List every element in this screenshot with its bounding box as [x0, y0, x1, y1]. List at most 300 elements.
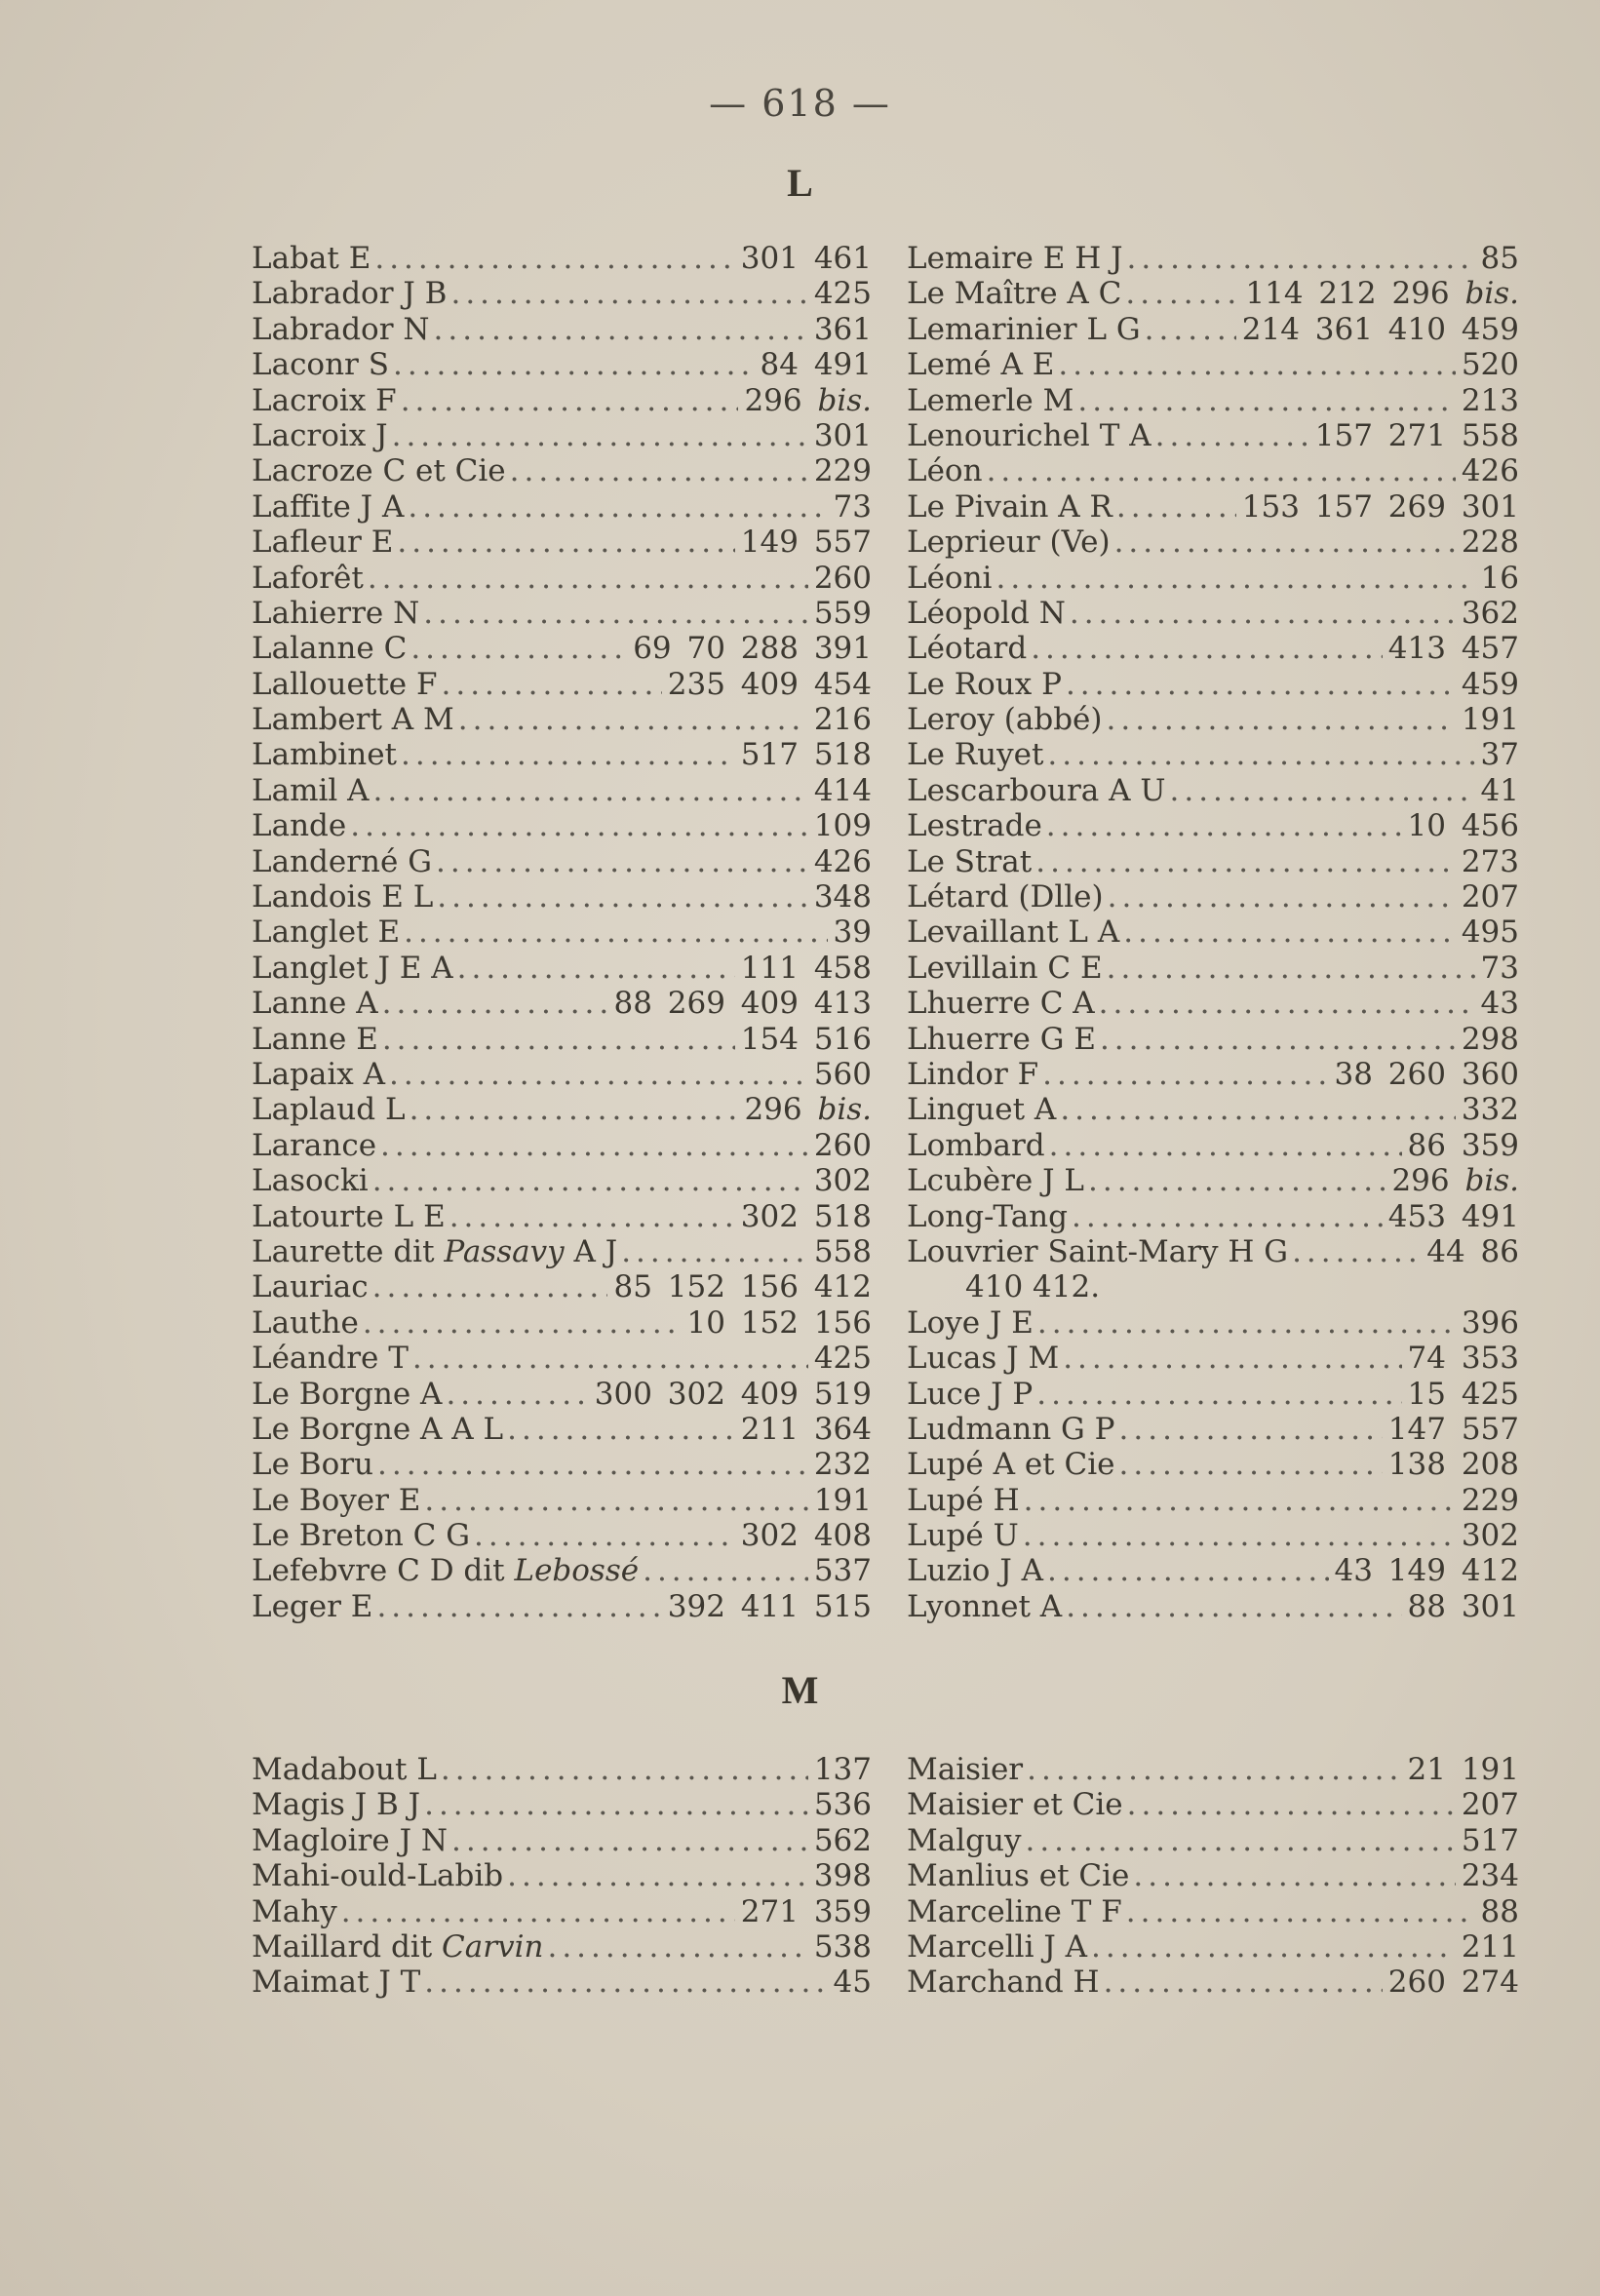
dot-leader	[1108, 879, 1456, 915]
entry-name	[907, 1234, 1288, 1269]
entry-name-text: Manlius et Cie	[907, 1858, 1130, 1894]
entry-page-numbers: 517	[1461, 1822, 1519, 1858]
dot-leader	[1058, 347, 1455, 382]
index-entry	[907, 1787, 1519, 1822]
entry-name-text: Madabout L	[252, 1752, 437, 1787]
dot-leader	[1042, 1057, 1328, 1092]
dot-leader	[363, 1305, 682, 1341]
dot-leader	[1060, 1092, 1456, 1127]
entry-name-text: Le Roux P	[907, 666, 1062, 702]
entry-name-text: Laconr S	[252, 347, 389, 383]
entry-name	[907, 525, 1111, 560]
entry-name	[252, 631, 407, 666]
entry-pages	[1462, 667, 1519, 702]
index-entry	[252, 1965, 872, 2000]
entry-pages	[1462, 1022, 1519, 1057]
entry-page-numbers: 260	[813, 1127, 872, 1163]
entry-name	[252, 1858, 503, 1893]
entry-name-text: Lombard	[907, 1127, 1045, 1163]
entry-name	[907, 844, 1032, 879]
index-entry	[252, 986, 872, 1021]
index-entry	[252, 702, 872, 737]
entry-page-numbers: 109	[813, 808, 872, 844]
entry-pages	[1462, 915, 1519, 950]
entry-pages	[1481, 241, 1519, 276]
index-entry	[252, 1929, 872, 1965]
entry-name	[907, 276, 1121, 311]
entry-pages	[814, 1163, 872, 1198]
index-entry	[907, 1447, 1519, 1482]
index-entry	[907, 525, 1519, 560]
entry-name-after: A J	[573, 1233, 618, 1269]
index-entry	[252, 667, 872, 702]
entry-page-numbers: 562	[813, 1822, 872, 1858]
entry-name-text: Long-Tang	[907, 1198, 1068, 1234]
dot-leader	[643, 1553, 808, 1588]
entry-pages	[1462, 1305, 1519, 1341]
index-entry	[252, 347, 872, 382]
dot-leader	[1072, 1199, 1383, 1234]
dot-leader	[434, 312, 808, 347]
entry-name	[252, 383, 397, 418]
entry-page-numbers: 425	[813, 1341, 872, 1377]
entry-name-text: Labrador J B	[252, 276, 448, 312]
entry-name-text: Marchand H	[907, 1965, 1100, 2001]
dot-leader	[374, 241, 734, 276]
index-entry	[907, 737, 1519, 772]
entry-pages	[814, 1929, 872, 1965]
entry-page-numbers: 260 274	[1387, 1965, 1519, 2001]
index-entry	[252, 915, 872, 950]
entry-page-numbers: 43 149 412	[1334, 1553, 1519, 1589]
entry-pages	[814, 808, 872, 843]
dot-leader	[1024, 1483, 1456, 1518]
entry-pages	[1462, 1518, 1519, 1553]
index-entry	[907, 879, 1519, 915]
entry-name-text: Levillain C E	[907, 950, 1103, 986]
entry-pages	[1335, 1057, 1520, 1092]
index-entry	[252, 1483, 872, 1518]
entry-page-numbers: 211 364	[740, 1411, 872, 1447]
entry-pages	[1462, 844, 1519, 879]
entry-page-numbers: 301 461	[740, 241, 872, 276]
entry-name	[252, 667, 438, 702]
index-entry	[252, 1022, 872, 1057]
entry-pages	[1388, 1199, 1519, 1234]
entry-pages	[1245, 276, 1519, 311]
entry-name	[907, 986, 1095, 1021]
entry-pages	[633, 631, 872, 666]
entry-page-numbers: 84 491	[760, 347, 872, 383]
dot-leader	[437, 879, 808, 915]
entry-pages	[613, 986, 872, 1021]
dot-leader	[401, 737, 735, 772]
index-entry	[252, 525, 872, 560]
entry-name	[252, 1128, 376, 1163]
index-entry	[907, 347, 1519, 382]
dot-leader	[377, 1447, 808, 1482]
entry-name-text: Léoni	[907, 560, 993, 596]
entry-name-text: Laforêt	[252, 560, 364, 596]
dot-leader	[446, 1377, 588, 1412]
section-m-left-column	[252, 1752, 872, 2001]
entry-name	[252, 879, 433, 915]
index-entry	[252, 1092, 872, 1127]
entry-name-text: Léotard	[907, 631, 1028, 667]
entry-pages	[814, 1787, 872, 1822]
dot-leader	[1125, 276, 1239, 311]
entry-name	[907, 241, 1123, 276]
dot-leader	[1077, 383, 1455, 418]
entry-page-numbers: 332	[1461, 1092, 1519, 1128]
entry-pages	[1408, 1128, 1519, 1163]
entry-bis: bis.	[817, 1092, 872, 1128]
entry-name-text: Lanne A	[252, 986, 378, 1022]
dot-leader	[424, 1483, 807, 1518]
entry-pages	[1481, 737, 1519, 772]
entry-name-text: Lambinet	[252, 737, 397, 773]
entry-pages	[814, 596, 872, 631]
entry-name	[907, 808, 1042, 843]
index-entry	[907, 276, 1519, 311]
entry-page-numbers: 348	[813, 879, 872, 915]
dot-leader	[408, 489, 827, 525]
entry-pages	[1462, 525, 1519, 560]
entry-name	[907, 1894, 1122, 1929]
entry-name	[252, 1483, 420, 1518]
entry-name	[252, 1518, 470, 1553]
entry-pages	[814, 879, 872, 915]
entry-pages	[1408, 1377, 1519, 1412]
entry-name	[907, 667, 1062, 702]
index-entry	[252, 561, 872, 596]
dot-leader	[1145, 312, 1236, 347]
entry-pages	[814, 1858, 872, 1893]
entry-name-text: Lacroix F	[252, 382, 397, 418]
entry-name	[907, 951, 1103, 986]
dot-leader	[1114, 525, 1456, 560]
entry-page-numbers: 413 457	[1387, 631, 1519, 667]
entry-page-numbers: 301	[813, 417, 872, 453]
dot-leader	[372, 1269, 608, 1304]
entry-name-text: Lupé U	[907, 1518, 1019, 1554]
entry-page-numbers: 302	[813, 1163, 872, 1199]
entry-name-text: Landois E L	[252, 879, 434, 915]
dot-leader	[1099, 986, 1475, 1021]
entry-page-numbers: 214 361 410 459	[1241, 311, 1519, 347]
dot-leader	[987, 453, 1456, 488]
dot-leader	[474, 1518, 735, 1553]
entry-pages	[814, 276, 872, 311]
entry-pages	[1481, 951, 1519, 986]
entry-name	[907, 1163, 1084, 1198]
entry-name	[252, 1234, 617, 1269]
dot-leader	[392, 418, 808, 453]
dot-leader	[1066, 1589, 1401, 1624]
dot-leader	[1063, 1341, 1401, 1376]
dot-leader	[382, 1022, 735, 1057]
dot-leader	[1100, 1022, 1456, 1057]
entry-pages	[1462, 1929, 1519, 1965]
entry-page-numbers: 37	[1480, 737, 1519, 773]
index-entry	[907, 1518, 1519, 1553]
entry-pages	[814, 1823, 872, 1858]
entry-pages	[814, 844, 872, 879]
entry-name	[907, 383, 1073, 418]
entry-pages	[814, 1553, 872, 1588]
entry-name	[907, 1305, 1034, 1341]
entry-page-numbers: 216	[813, 702, 872, 738]
entry-name	[252, 915, 400, 950]
entry-page-numbers: 302	[1461, 1518, 1519, 1554]
entry-page-numbers: 298	[1461, 1021, 1519, 1057]
index-entry	[907, 1894, 1519, 1929]
index-entry	[907, 1377, 1519, 1412]
dot-leader	[376, 1589, 661, 1624]
entry-page-numbers: 153 157 269 301	[1241, 488, 1519, 525]
entry-name-text: Lemé A E	[907, 347, 1055, 383]
index-entry	[907, 1858, 1519, 1893]
entry-pages	[761, 347, 872, 382]
dot-leader	[410, 1092, 739, 1127]
dot-leader	[1035, 844, 1456, 879]
entry-name-text: Loye J E	[907, 1304, 1034, 1341]
entry-name-text: Le Boru	[252, 1447, 374, 1483]
dot-leader	[401, 383, 739, 418]
entry-name	[907, 1965, 1100, 2000]
dot-leader	[423, 596, 808, 631]
index-entry	[252, 1589, 872, 1624]
index-entry	[252, 312, 872, 347]
dot-leader	[995, 561, 1474, 596]
entry-name	[252, 1589, 372, 1624]
index-entry	[252, 1518, 872, 1553]
entry-name	[907, 702, 1103, 737]
index-entry	[252, 1199, 872, 1234]
entry-pages	[1462, 879, 1519, 915]
entry-name	[907, 1858, 1129, 1893]
entry-page-numbers: 88	[1480, 1893, 1519, 1929]
entry-pages	[741, 951, 872, 986]
entry-page-numbers: 213	[1461, 382, 1519, 418]
entry-name	[907, 1823, 1021, 1858]
entry-page-numbers: 536	[813, 1787, 872, 1823]
entry-page-numbers: 232	[813, 1447, 872, 1483]
entry-name	[907, 1929, 1087, 1965]
dot-leader	[441, 1752, 808, 1787]
entry-name-text: Léon	[907, 453, 983, 489]
entry-page-numbers: 235 409 454	[667, 666, 872, 702]
entry-pages	[814, 1057, 872, 1092]
dot-leader	[1123, 915, 1456, 950]
dot-leader	[382, 986, 608, 1021]
entry-page-numbers: 495	[1461, 915, 1519, 951]
entry-pages	[814, 418, 872, 453]
entry-page-numbers: 85	[1480, 241, 1519, 276]
dot-leader	[1088, 1163, 1385, 1198]
entry-name	[907, 312, 1141, 347]
entry-pages	[613, 1269, 872, 1304]
entry-name-text: Lamil A	[252, 772, 370, 808]
index-entry	[907, 1199, 1519, 1234]
entry-name-text: Magis J B J	[252, 1787, 421, 1823]
entry-name-text: Lapaix A	[252, 1056, 386, 1092]
index-entry	[907, 1305, 1519, 1341]
dot-leader	[1066, 667, 1456, 702]
entry-page-numbers: 538	[813, 1928, 872, 1965]
entry-name-text: Laffite J A	[252, 488, 405, 525]
entry-pages	[814, 1447, 872, 1482]
entry-page-numbers: 41	[1480, 772, 1519, 808]
index-entry	[907, 1483, 1519, 1518]
entry-page-numbers: 229	[813, 453, 872, 489]
dot-leader	[1047, 737, 1474, 772]
entry-name	[252, 1447, 373, 1482]
entry-name	[907, 1057, 1038, 1092]
entry-page-numbers: 16	[1480, 560, 1519, 596]
entry-page-numbers: 191	[1461, 702, 1519, 738]
entry-name	[252, 1163, 369, 1198]
index-entry	[907, 1234, 1519, 1269]
index-entry	[252, 631, 872, 666]
entry-pages	[814, 702, 872, 737]
index-entry	[907, 561, 1519, 596]
entry-name	[907, 1589, 1062, 1624]
index-entry	[252, 808, 872, 843]
entry-name	[907, 879, 1104, 915]
entry-name	[907, 1553, 1043, 1588]
entry-page-numbers: 38 260 360	[1334, 1056, 1519, 1092]
entry-name-text: Leger E	[252, 1588, 373, 1624]
entry-pages	[1462, 383, 1519, 418]
entry-name-text: Malguy	[907, 1822, 1022, 1858]
entry-name	[252, 276, 447, 311]
entry-name	[907, 1377, 1033, 1412]
index-entry	[907, 1163, 1519, 1198]
dot-leader	[1126, 1894, 1475, 1929]
index-entry	[252, 1305, 872, 1341]
entry-page-numbers: 362	[1461, 595, 1519, 631]
entry-page-numbers: 44 86	[1426, 1233, 1519, 1269]
entry-page-numbers: 88 269 409 413	[613, 986, 872, 1022]
entry-name	[252, 1823, 448, 1858]
dot-leader	[547, 1929, 807, 1965]
entry-pages	[668, 1589, 872, 1624]
entry-page-numbers: 228	[1461, 525, 1519, 561]
entry-page-numbers: 414	[813, 772, 872, 808]
dot-leader	[1170, 773, 1475, 808]
dot-leader	[397, 525, 734, 560]
entry-page-numbers: 558	[813, 1233, 872, 1269]
entry-pages	[814, 1341, 872, 1376]
index-entry	[252, 453, 872, 488]
entry-name-text: Labat E	[252, 241, 371, 276]
entry-name	[252, 312, 430, 347]
entry-name-text: Ludmann G P	[907, 1411, 1115, 1447]
dot-leader	[1127, 1787, 1456, 1822]
entry-name-italic: Passavy	[444, 1233, 565, 1269]
dot-leader	[1292, 1234, 1421, 1269]
dot-leader	[1037, 1305, 1456, 1341]
entry-page-numbers: 296	[744, 1092, 802, 1128]
entry-name-text: Léandre T	[252, 1341, 409, 1377]
index-entry	[252, 1341, 872, 1376]
entry-name	[252, 347, 389, 382]
entry-pages	[595, 1377, 872, 1412]
entry-name	[907, 1447, 1114, 1482]
entry-name-text: Lambert A M	[252, 702, 454, 738]
index-entry	[907, 453, 1519, 488]
entry-page-numbers: 296	[744, 382, 802, 418]
entry-page-numbers: 149 557	[740, 525, 872, 561]
index-entry	[907, 1128, 1519, 1163]
dot-leader	[507, 1858, 808, 1893]
entry-page-numbers: 410 412.	[965, 1269, 1101, 1305]
entry-page-numbers: 273	[1461, 843, 1519, 879]
entry-pages	[1408, 808, 1519, 843]
index-entry	[252, 1752, 872, 1787]
dot-leader	[442, 667, 662, 702]
entry-pages	[1462, 1092, 1519, 1127]
dot-leader	[1127, 241, 1475, 276]
dot-leader	[451, 1823, 808, 1858]
entry-pages	[1462, 1858, 1519, 1893]
entry-page-numbers: 45	[833, 1965, 872, 2001]
entry-name-text: Marceline T F	[907, 1893, 1122, 1929]
index-entry	[252, 1234, 872, 1269]
entry-name	[252, 525, 393, 560]
entry-name-text: Le Maître A C	[907, 276, 1122, 312]
entry-name-text: Lauriac	[252, 1269, 369, 1305]
dot-leader	[1107, 702, 1456, 737]
dot-leader	[1047, 1553, 1329, 1588]
dot-leader	[436, 844, 808, 879]
dot-leader	[449, 1199, 735, 1234]
entry-name-text: Linguet A	[907, 1092, 1057, 1128]
entry-name-text: Lefebvre C D dit	[252, 1553, 505, 1589]
entry-page-numbers: 73	[833, 488, 872, 525]
index-entry	[252, 418, 872, 453]
dot-leader	[372, 1163, 808, 1198]
index-entry	[252, 773, 872, 808]
entry-pages	[1391, 1163, 1519, 1198]
dot-leader	[1107, 951, 1475, 986]
entry-name	[252, 737, 397, 772]
entry-name-text: Lupé A et Cie	[907, 1447, 1115, 1483]
index-entry	[252, 1377, 872, 1412]
entry-name	[252, 808, 346, 843]
entry-name-text: Lenourichel T A	[907, 417, 1151, 453]
entry-name	[252, 561, 364, 596]
entry-name	[907, 561, 992, 596]
entry-name-text: Lucas J M	[907, 1341, 1060, 1377]
entry-name-text: Laurette dit	[252, 1233, 435, 1269]
entry-name	[907, 596, 1066, 631]
entry-name-text: Levaillant L A	[907, 915, 1120, 951]
entry-page-numbers: 296	[1391, 1163, 1450, 1199]
index-entry	[252, 1894, 872, 1929]
entry-name-text: Laplaud L	[252, 1092, 406, 1128]
entry-name	[252, 1341, 409, 1376]
index-entry	[252, 879, 872, 915]
index-entry	[907, 383, 1519, 418]
entry-name	[907, 915, 1119, 950]
dot-leader	[1091, 1929, 1456, 1965]
index-entry	[907, 1092, 1519, 1127]
entry-page-numbers: 207	[1461, 879, 1519, 915]
index-entry	[252, 1553, 872, 1588]
entry-name	[252, 1787, 420, 1822]
